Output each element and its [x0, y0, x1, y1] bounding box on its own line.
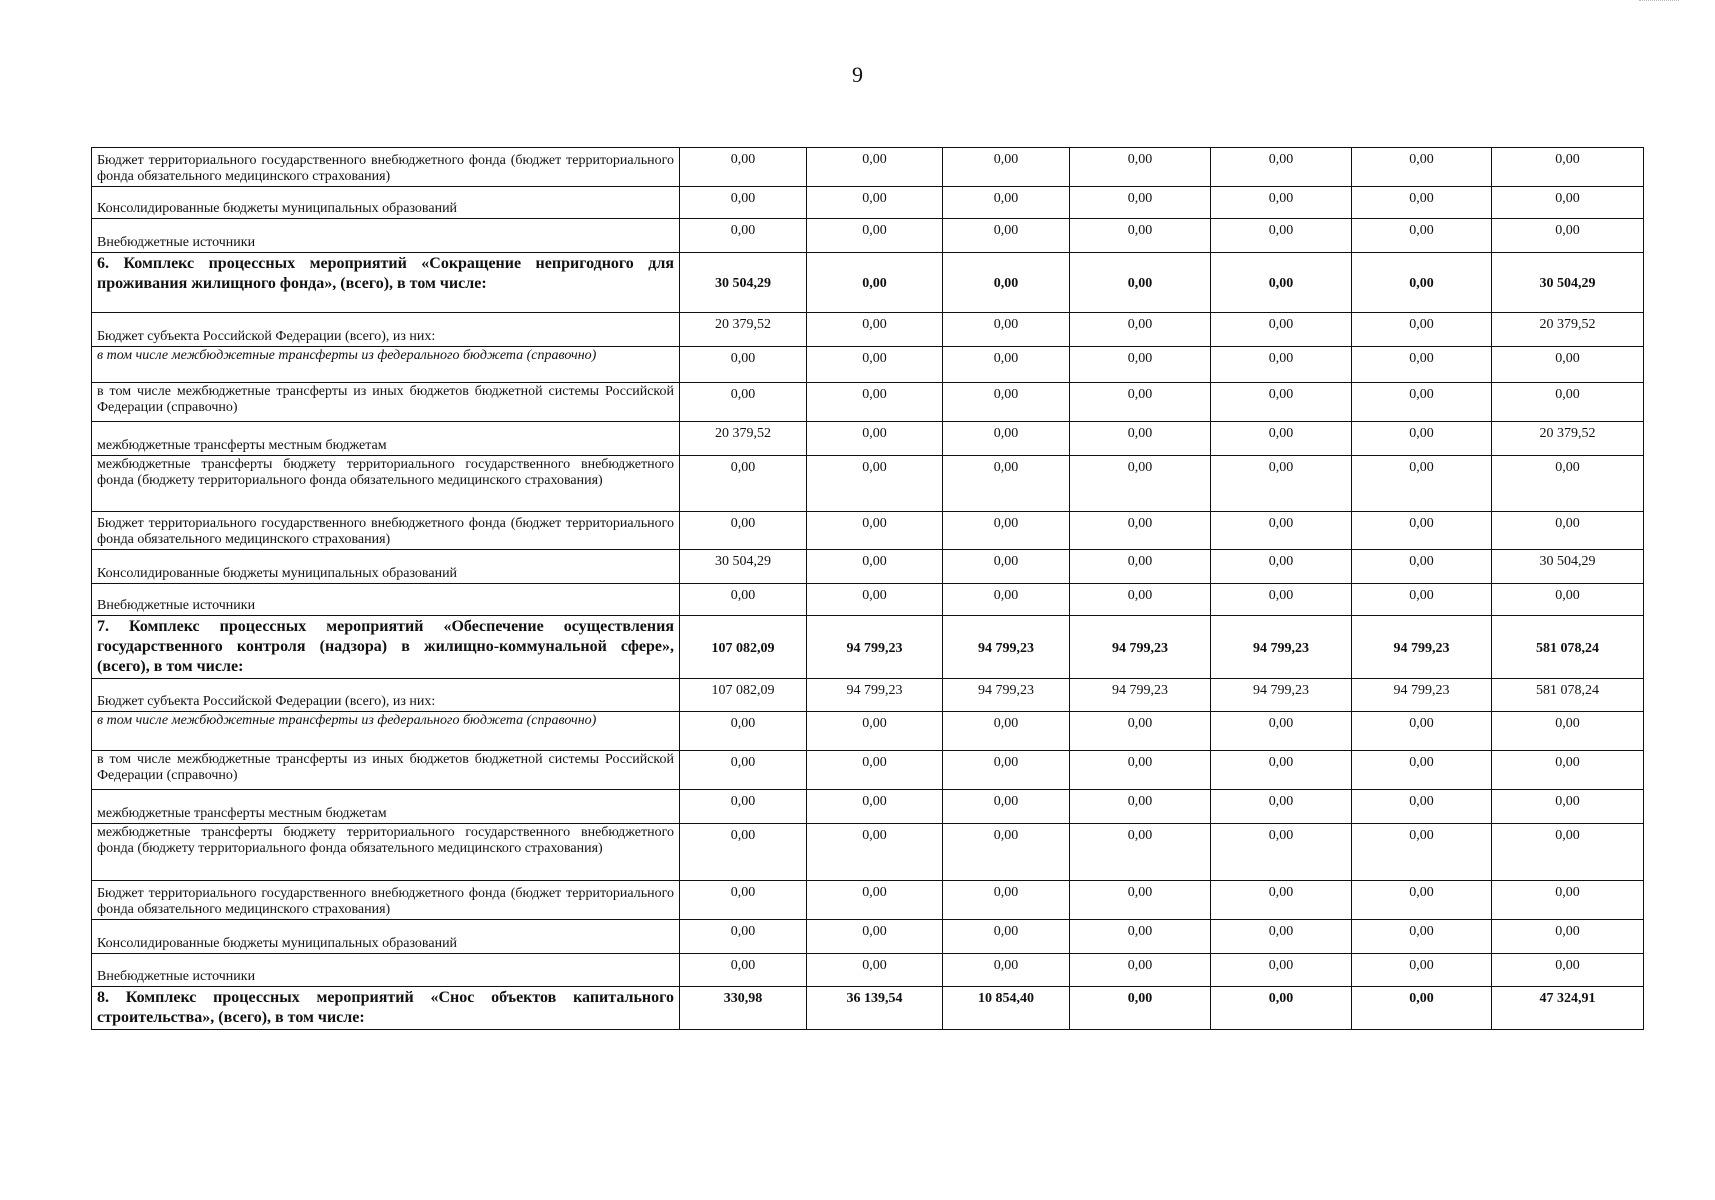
row-label: межбюджетные трансферты местным бюджетам	[92, 790, 680, 824]
value-cell: 0,00	[807, 219, 943, 253]
table-row	[92, 313, 1644, 347]
value-cell: 0,00	[1211, 881, 1352, 920]
value-cell: 0,00	[1211, 148, 1352, 187]
value-cell: 0,00	[1211, 751, 1352, 790]
value-cell: 0,00	[1070, 881, 1211, 920]
table-row	[92, 987, 1644, 1030]
value-cell: 0,00	[943, 824, 1070, 881]
row-label: Бюджет субъекта Российской Федерации (всего), из них:	[92, 313, 680, 347]
value-cell: 0,00	[680, 456, 807, 512]
value-cell: 30 504,29	[1492, 253, 1644, 313]
row-label: 6. Комплекс процессных мероприятий «Сокращение непригодного для проживания жилищного фонда», (всего), в том числе:	[92, 253, 680, 313]
value-cell: 0,00	[1492, 881, 1644, 920]
value-cell: 47 324,91	[1492, 987, 1644, 1030]
value-cell: 0,00	[807, 584, 943, 616]
table-row	[92, 253, 1644, 313]
value-cell: 0,00	[1070, 148, 1211, 187]
row-label: в том числе межбюджетные трансферты из федерального бюджета (справочно)	[92, 712, 680, 751]
table-row	[92, 824, 1644, 881]
value-cell: 0,00	[1211, 219, 1352, 253]
value-cell: 0,00	[807, 512, 943, 550]
value-cell: 94 799,23	[1352, 679, 1492, 712]
value-cell: 0,00	[1492, 751, 1644, 790]
value-cell: 0,00	[1070, 712, 1211, 751]
value-cell: 0,00	[1352, 187, 1492, 219]
table-row	[92, 679, 1644, 712]
value-cell: 10 854,40	[943, 987, 1070, 1030]
value-cell: 0,00	[1352, 253, 1492, 313]
value-cell: 0,00	[1070, 253, 1211, 313]
value-cell: 0,00	[943, 954, 1070, 987]
value-cell: 0,00	[943, 512, 1070, 550]
value-cell: 0,00	[680, 954, 807, 987]
value-cell: 0,00	[943, 920, 1070, 954]
value-cell: 330,98	[680, 987, 807, 1030]
value-cell: 0,00	[1211, 347, 1352, 383]
value-cell: 0,00	[807, 881, 943, 920]
value-cell: 94 799,23	[1211, 616, 1352, 679]
value-cell: 0,00	[1211, 313, 1352, 347]
value-cell: 581 078,24	[1492, 679, 1644, 712]
value-cell: 0,00	[807, 824, 943, 881]
value-cell: 0,00	[1211, 422, 1352, 456]
value-cell: 0,00	[807, 347, 943, 383]
value-cell: 30 504,29	[680, 253, 807, 313]
value-cell: 0,00	[1211, 512, 1352, 550]
value-cell: 0,00	[680, 347, 807, 383]
value-cell: 0,00	[680, 712, 807, 751]
value-cell: 0,00	[1070, 347, 1211, 383]
value-cell: 0,00	[807, 954, 943, 987]
table-row	[92, 954, 1644, 987]
value-cell: 0,00	[1492, 219, 1644, 253]
value-cell: 0,00	[943, 550, 1070, 584]
table-row	[92, 148, 1644, 187]
row-label: межбюджетные трансферты бюджету территориального государственного внебюджетного фонда (бюджету территориального фонда обязательного медицинского страхования)	[92, 824, 680, 881]
row-label: Бюджет территориального государственного внебюджетного фонда (бюджет территориального фонда обязательного медицинского страхования)	[92, 512, 680, 550]
value-cell: 0,00	[1352, 920, 1492, 954]
table-row	[92, 512, 1644, 550]
value-cell: 0,00	[1492, 187, 1644, 219]
value-cell: 94 799,23	[1070, 679, 1211, 712]
value-cell: 0,00	[680, 584, 807, 616]
table-row	[92, 550, 1644, 584]
value-cell: 0,00	[1070, 422, 1211, 456]
value-cell: 94 799,23	[1211, 679, 1352, 712]
scan-mark	[1639, 0, 1679, 5]
table-row	[92, 422, 1644, 456]
value-cell: 0,00	[807, 253, 943, 313]
value-cell: 0,00	[1352, 456, 1492, 512]
value-cell: 0,00	[1352, 954, 1492, 987]
row-label: в том числе межбюджетные трансферты из иных бюджетов бюджетной системы Российской Федерации (справочно)	[92, 383, 680, 422]
value-cell: 0,00	[1352, 383, 1492, 422]
value-cell: 0,00	[1352, 512, 1492, 550]
value-cell: 0,00	[943, 790, 1070, 824]
value-cell: 0,00	[1492, 347, 1644, 383]
value-cell: 20 379,52	[680, 422, 807, 456]
budget-table	[91, 147, 1644, 1030]
value-cell: 0,00	[680, 751, 807, 790]
value-cell: 0,00	[807, 383, 943, 422]
table-row	[92, 881, 1644, 920]
row-label: 7. Комплекс процессных мероприятий «Обеспечение осуществления государственного контроля (надзора) в жилищно-коммунальной сфере», (всего), в том числе:	[92, 616, 680, 679]
value-cell: 0,00	[807, 790, 943, 824]
value-cell: 0,00	[680, 148, 807, 187]
value-cell: 0,00	[1070, 187, 1211, 219]
value-cell: 0,00	[1211, 920, 1352, 954]
value-cell: 0,00	[1211, 383, 1352, 422]
row-label: Внебюджетные источники	[92, 219, 680, 253]
value-cell: 0,00	[943, 422, 1070, 456]
value-cell: 0,00	[943, 219, 1070, 253]
value-cell: 0,00	[1070, 383, 1211, 422]
value-cell: 0,00	[943, 383, 1070, 422]
value-cell: 0,00	[680, 187, 807, 219]
value-cell: 0,00	[943, 712, 1070, 751]
value-cell: 0,00	[807, 313, 943, 347]
row-label: в том числе межбюджетные трансферты из федерального бюджета (справочно)	[92, 347, 680, 383]
table-row	[92, 712, 1644, 751]
value-cell: 30 504,29	[1492, 550, 1644, 584]
value-cell: 0,00	[807, 712, 943, 751]
value-cell: 0,00	[807, 187, 943, 219]
value-cell: 0,00	[943, 313, 1070, 347]
value-cell: 0,00	[1492, 456, 1644, 512]
value-cell: 0,00	[1492, 920, 1644, 954]
table-row	[92, 187, 1644, 219]
value-cell: 94 799,23	[807, 616, 943, 679]
row-label: Внебюджетные источники	[92, 954, 680, 987]
value-cell: 0,00	[943, 187, 1070, 219]
value-cell: 0,00	[1070, 987, 1211, 1030]
value-cell: 0,00	[943, 584, 1070, 616]
table-row	[92, 456, 1644, 512]
value-cell: 0,00	[1070, 751, 1211, 790]
row-label: Консолидированные бюджеты муниципальных образований	[92, 920, 680, 954]
row-label: межбюджетные трансферты бюджету территориального государственного внебюджетного фонда (бюджету территориального фонда обязательного медицинского страхования)	[92, 456, 680, 512]
table-row	[92, 219, 1644, 253]
page-number: 9	[852, 62, 863, 87]
value-cell: 0,00	[1492, 954, 1644, 987]
value-cell: 0,00	[680, 824, 807, 881]
value-cell: 94 799,23	[1070, 616, 1211, 679]
value-cell: 0,00	[1211, 987, 1352, 1030]
value-cell: 0,00	[1070, 313, 1211, 347]
value-cell: 0,00	[1352, 422, 1492, 456]
value-cell: 0,00	[943, 881, 1070, 920]
value-cell: 0,00	[1070, 456, 1211, 512]
value-cell: 20 379,52	[1492, 422, 1644, 456]
value-cell: 0,00	[1352, 347, 1492, 383]
value-cell: 0,00	[1492, 824, 1644, 881]
value-cell: 0,00	[807, 422, 943, 456]
value-cell: 0,00	[1352, 824, 1492, 881]
value-cell: 0,00	[1492, 148, 1644, 187]
value-cell: 0,00	[1352, 584, 1492, 616]
value-cell: 0,00	[807, 148, 943, 187]
value-cell: 0,00	[680, 219, 807, 253]
value-cell: 0,00	[1352, 550, 1492, 584]
value-cell: 0,00	[807, 550, 943, 584]
value-cell: 94 799,23	[943, 616, 1070, 679]
value-cell: 0,00	[1211, 253, 1352, 313]
value-cell: 0,00	[1352, 148, 1492, 187]
value-cell: 20 379,52	[1492, 313, 1644, 347]
value-cell: 0,00	[1211, 584, 1352, 616]
value-cell: 0,00	[943, 751, 1070, 790]
value-cell: 0,00	[1352, 881, 1492, 920]
value-cell: 0,00	[1211, 824, 1352, 881]
value-cell: 0,00	[1492, 790, 1644, 824]
value-cell: 0,00	[680, 881, 807, 920]
value-cell: 0,00	[1070, 920, 1211, 954]
value-cell: 20 379,52	[680, 313, 807, 347]
table-row	[92, 920, 1644, 954]
table-row	[92, 347, 1644, 383]
value-cell: 0,00	[1070, 584, 1211, 616]
value-cell: 0,00	[1492, 512, 1644, 550]
table-row	[92, 790, 1644, 824]
value-cell: 0,00	[680, 512, 807, 550]
value-cell: 107 082,09	[680, 616, 807, 679]
value-cell: 0,00	[1070, 219, 1211, 253]
value-cell: 0,00	[680, 920, 807, 954]
row-label: Бюджет территориального государственного внебюджетного фонда (бюджет территориального фонда обязательного медицинского страхования)	[92, 148, 680, 187]
value-cell: 0,00	[1492, 383, 1644, 422]
row-label: Внебюджетные источники	[92, 584, 680, 616]
row-label: Бюджет территориального государственного внебюджетного фонда (бюджет территориального фонда обязательного медицинского страхования)	[92, 881, 680, 920]
table-row	[92, 584, 1644, 616]
value-cell: 0,00	[1352, 751, 1492, 790]
value-cell: 0,00	[943, 148, 1070, 187]
value-cell: 94 799,23	[943, 679, 1070, 712]
table-row	[92, 616, 1644, 679]
value-cell: 0,00	[1492, 712, 1644, 751]
value-cell: 0,00	[1211, 712, 1352, 751]
value-cell: 0,00	[1352, 219, 1492, 253]
row-label: Бюджет субъекта Российской Федерации (всего), из них:	[92, 679, 680, 712]
value-cell: 0,00	[1070, 512, 1211, 550]
value-cell: 0,00	[1492, 584, 1644, 616]
value-cell: 0,00	[807, 920, 943, 954]
value-cell: 0,00	[943, 456, 1070, 512]
value-cell: 94 799,23	[1352, 616, 1492, 679]
table-row	[92, 383, 1644, 422]
value-cell: 30 504,29	[680, 550, 807, 584]
value-cell: 94 799,23	[807, 679, 943, 712]
value-cell: 0,00	[1070, 954, 1211, 987]
value-cell: 36 139,54	[807, 987, 943, 1030]
row-label: Консолидированные бюджеты муниципальных образований	[92, 550, 680, 584]
row-label: в том числе межбюджетные трансферты из иных бюджетов бюджетной системы Российской Федерации (справочно)	[92, 751, 680, 790]
value-cell: 0,00	[1211, 456, 1352, 512]
row-label: Консолидированные бюджеты муниципальных образований	[92, 187, 680, 219]
value-cell: 0,00	[1070, 824, 1211, 881]
value-cell: 0,00	[1211, 790, 1352, 824]
value-cell: 0,00	[1070, 790, 1211, 824]
value-cell: 0,00	[1352, 790, 1492, 824]
value-cell: 0,00	[943, 347, 1070, 383]
value-cell: 0,00	[807, 456, 943, 512]
row-label: 8. Комплекс процессных мероприятий «Снос объектов капитального строительства», (всего), в том числе:	[92, 987, 680, 1030]
value-cell: 581 078,24	[1492, 616, 1644, 679]
value-cell: 107 082,09	[680, 679, 807, 712]
value-cell: 0,00	[1352, 712, 1492, 751]
value-cell: 0,00	[680, 383, 807, 422]
value-cell: 0,00	[1211, 954, 1352, 987]
value-cell: 0,00	[680, 790, 807, 824]
value-cell: 0,00	[1070, 550, 1211, 584]
table-row	[92, 751, 1644, 790]
value-cell: 0,00	[1211, 187, 1352, 219]
value-cell: 0,00	[943, 253, 1070, 313]
value-cell: 0,00	[807, 751, 943, 790]
value-cell: 0,00	[1352, 987, 1492, 1030]
row-label: межбюджетные трансферты местным бюджетам	[92, 422, 680, 456]
value-cell: 0,00	[1352, 313, 1492, 347]
value-cell: 0,00	[1211, 550, 1352, 584]
